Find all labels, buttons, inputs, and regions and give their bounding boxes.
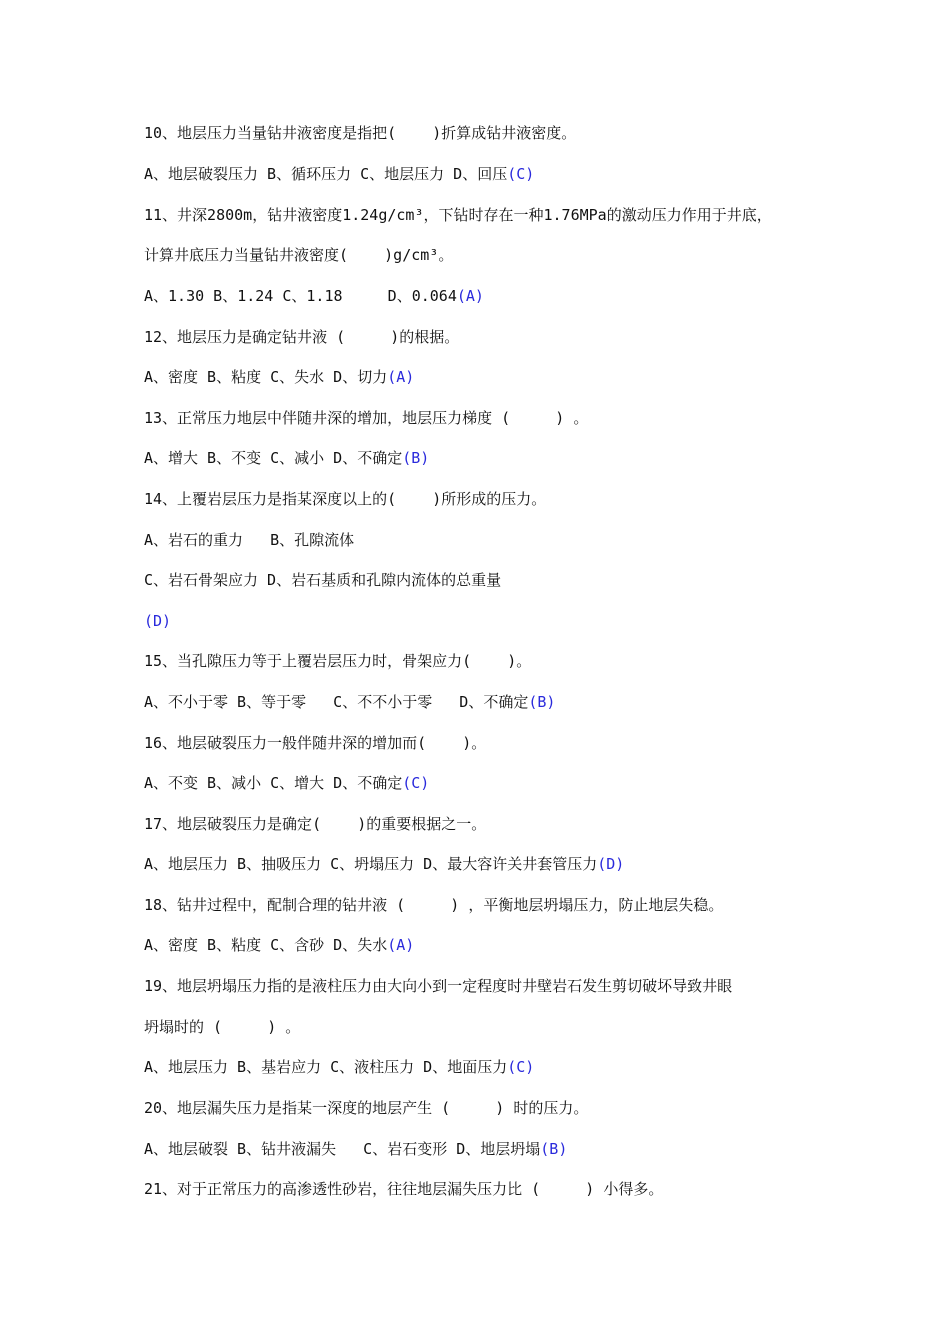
options-10: A、地层破裂压力 B、循环压力 C、地层压力 D、回压(C) [144,165,535,183]
answer-19: (C) [507,1058,535,1076]
question-19: 19、地层坍塌压力指的是液柱压力由大向小到一定程度时井壁岩石发生剪切破坏导致井眼 [144,977,733,995]
options-20: A、地层破裂 B、钻井液漏失 C、岩石变形 D、地层坍塌(B) [144,1140,568,1158]
question-12: 12、地层压力是确定钻井液 ( )的根据。 [144,328,460,346]
answer-18: (A) [387,936,415,954]
options-14-b: C、岩石骨架应力 D、岩石基质和孔隙内流体的总重量 [144,571,502,589]
question-19-cont: 坍塌时的 ( ) 。 [144,1018,301,1036]
options-12: A、密度 B、粘度 C、失水 D、切力(A) [144,368,415,386]
question-20: 20、地层漏失压力是指某一深度的地层产生 ( ) 时的压力。 [144,1099,589,1117]
question-21: 21、对于正常压力的高渗透性砂岩，往往地层漏失压力比 ( ) 小得多。 [144,1180,664,1198]
answer-15: (B) [528,693,556,711]
question-18: 18、钻井过程中，配制合理的钻井液 ( ) ，平衡地层坍塌压力，防止地层失稳。 [144,896,724,914]
options-19: A、地层压力 B、基岩应力 C、液柱压力 D、地面压力(C) [144,1058,535,1076]
question-16: 16、地层破裂压力一般伴随井深的增加而( )。 [144,734,487,752]
answer-11: (A) [456,287,484,305]
question-17: 17、地层破裂压力是确定( )的重要根据之一。 [144,815,487,833]
options-14-a: A、岩石的重力 B、孔隙流体 [144,531,355,549]
answer-12: (A) [387,368,415,386]
options-18: A、密度 B、粘度 C、含砂 D、失水(A) [144,936,415,954]
answer-14: (D) [144,612,172,630]
question-15: 15、当孔隙压力等于上覆岩层压力时，骨架应力( )。 [144,652,532,670]
answer-17: (D) [597,855,625,873]
options-17: A、地层压力 B、抽吸压力 C、坍塌压力 D、最大容许关井套管压力(D) [144,855,625,873]
answer-13: (B) [402,449,430,467]
question-11-cont: 计算井底压力当量钻井液密度( )g/cm³。 [144,246,454,264]
options-13: A、增大 B、不变 C、减小 D、不确定(B) [144,449,430,467]
options-16: A、不变 B、减小 C、增大 D、不确定(C) [144,774,430,792]
question-13: 13、正常压力地层中伴随井深的增加，地层压力梯度 ( ) 。 [144,409,589,427]
question-10: 10、地层压力当量钻井液密度是指把( )折算成钻井液密度。 [144,124,577,142]
question-11: 11、井深2800m，钻井液密度1.24g/cm³，下钻时存在一种1.76MPa的激动压力作用于井底， [144,206,772,224]
answer-20: (B) [540,1140,568,1158]
answer-10: (C) [507,165,535,183]
answer-16: (C) [402,774,430,792]
options-15: A、不小于零 B、等于零 C、不不小于零 D、不确定(B) [144,693,556,711]
question-14: 14、上覆岩层压力是指某深度以上的( )所形成的压力。 [144,490,547,508]
options-11: A、1.30 B、1.24 C、1.18 D、0.064(A) [144,287,484,305]
answer-14-line [144,611,171,631]
